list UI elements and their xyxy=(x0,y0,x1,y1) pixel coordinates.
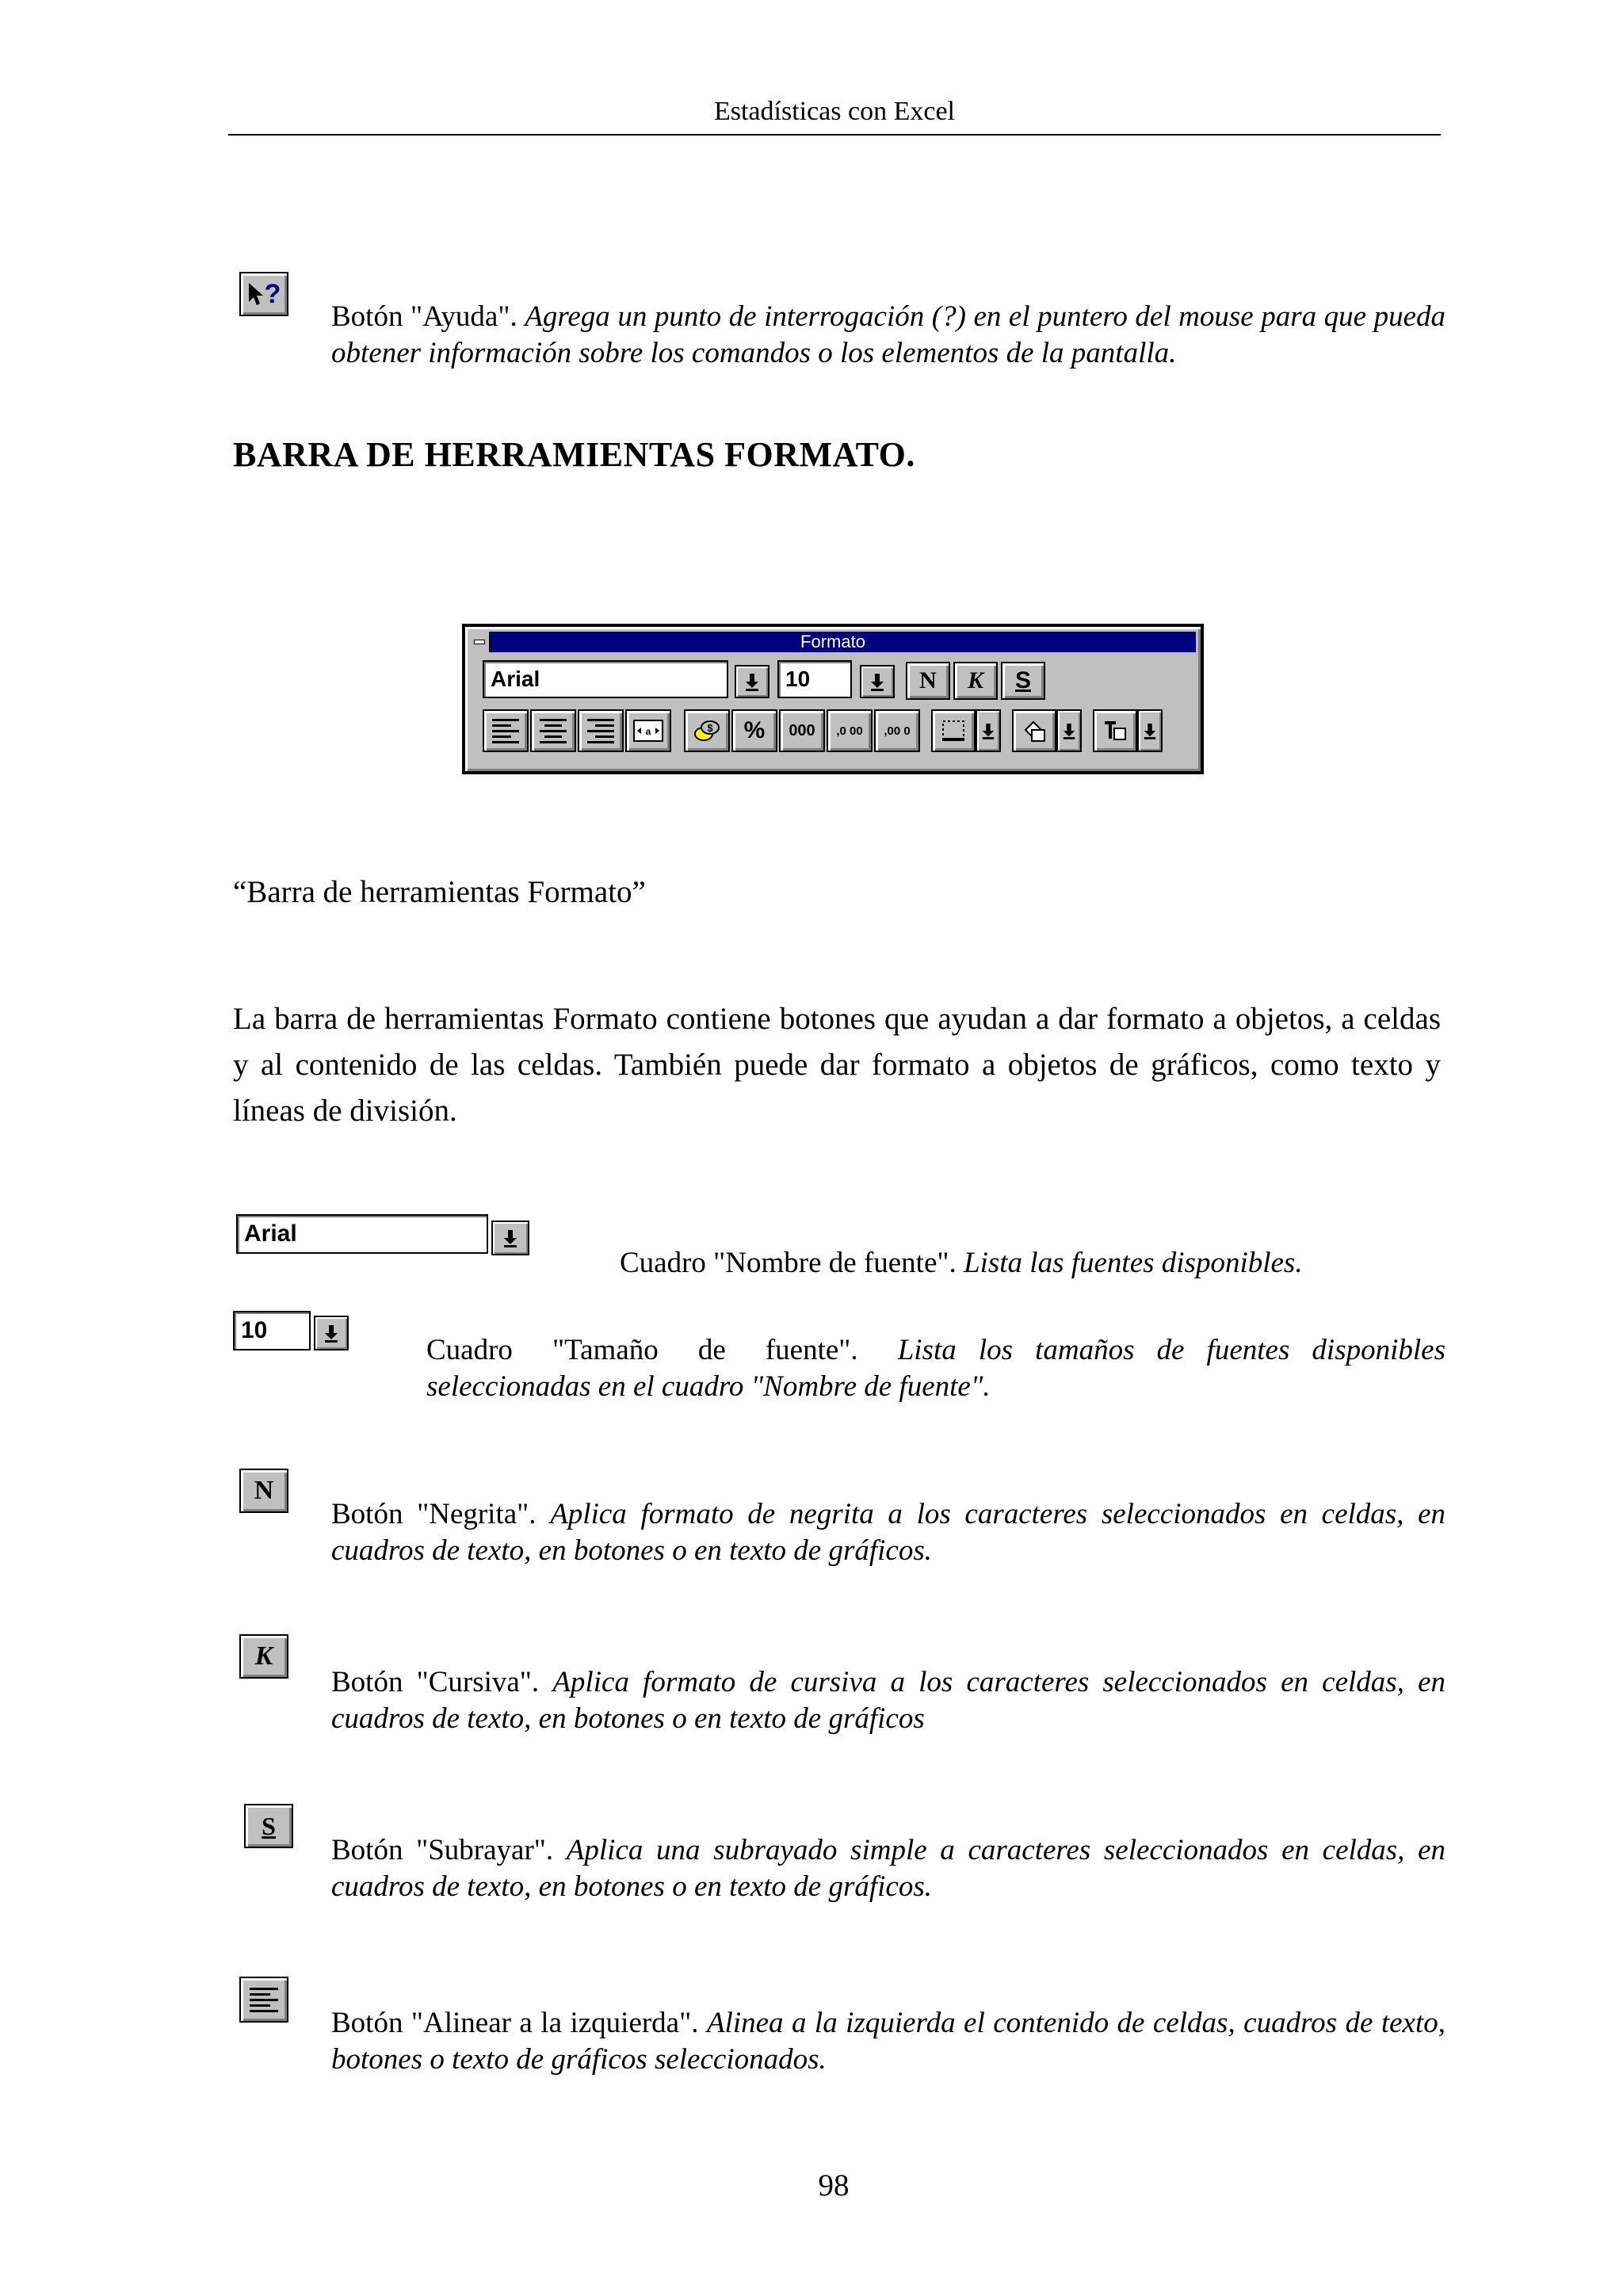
arrow-down-icon xyxy=(323,1324,339,1343)
font-size-desc: Lista los tamaños de fuentes disponibles seleccionadas en el cuadro "Nombre de fuente". xyxy=(426,1334,1445,1403)
help-button-icon xyxy=(239,272,288,316)
font-size-description xyxy=(426,1332,1445,1405)
center-across-icon xyxy=(632,719,664,743)
underline-desc: Aplica una subrayado simple a caracteres seleccionados en celdas, en cuadros de texto, en botones o en texto de gráficos. xyxy=(331,1834,1446,1903)
bold-description xyxy=(331,1496,1445,1569)
help-label: Botón "Ayuda". xyxy=(331,300,517,333)
font-size-dropdown-button[interactable] xyxy=(860,665,895,698)
align-left-button[interactable] xyxy=(483,709,529,752)
decrease-decimal-glyph: ,00 0 xyxy=(884,724,911,738)
align-left-label: Botón "Alinear a la izquierda". xyxy=(331,2007,699,2039)
currency-style-button[interactable] xyxy=(684,709,730,752)
font-name-desc: Lista las fuentes disponibles. xyxy=(964,1247,1303,1279)
align-left-button-icon xyxy=(239,1977,288,2023)
paint-bucket-icon xyxy=(1021,719,1048,743)
underline-button-icon: S xyxy=(244,1804,293,1848)
align-center-button[interactable] xyxy=(530,709,576,752)
font-name-sample-dropdown xyxy=(491,1221,529,1255)
font-size-sample-dropdown xyxy=(314,1316,349,1350)
increase-decimal-glyph: ,0 00 xyxy=(836,724,863,738)
align-left-icon xyxy=(492,719,519,743)
pointer-icon xyxy=(247,281,266,307)
intro-paragraph: La barra de herramientas Formato contiene botones que ayudan a dar formato a objetos, a celdas y al contenido de las celdas. También puede dar formato a objetos de gráficos, como texto y líneas de división. xyxy=(233,1002,1441,1128)
borders-button[interactable] xyxy=(931,709,976,752)
font-name-dropdown-button[interactable] xyxy=(735,665,769,698)
font-color-button[interactable] xyxy=(1093,709,1137,752)
borders-dropdown-button[interactable] xyxy=(976,709,1001,752)
align-right-button[interactable] xyxy=(578,709,624,752)
page-number: 98 xyxy=(818,2168,850,2202)
toolbar-title: Formato xyxy=(800,632,865,651)
question-mark-glyph: ? xyxy=(264,278,281,309)
align-left-desc: Alinea a la izquierda el contenido de celdas, cuadros de texto, botones o texto de gráficos seleccionados. xyxy=(331,2007,1446,2076)
font-name-description xyxy=(620,1245,1491,1282)
svg-text:a: a xyxy=(645,726,651,737)
center-across-columns-button[interactable] xyxy=(625,709,671,752)
font-size-sample-input: 10 xyxy=(233,1311,311,1350)
figure-caption: “Barra de herramientas Formato” xyxy=(233,875,646,909)
bold-label: Botón "Negrita". xyxy=(331,1498,537,1530)
italic-description xyxy=(331,1664,1445,1737)
section-title: BARRA DE HERRAMIENTAS FORMATO. xyxy=(233,435,915,474)
arrow-down-icon xyxy=(981,721,995,740)
help-description xyxy=(331,299,1445,372)
font-name-input[interactable]: Arial xyxy=(483,660,728,698)
fill-color-dropdown-button[interactable] xyxy=(1056,709,1082,752)
percent-style-button[interactable]: % xyxy=(731,709,777,752)
borders-icon xyxy=(941,719,966,743)
align-right-icon xyxy=(587,719,614,743)
underline-description xyxy=(331,1832,1445,1905)
align-left-description xyxy=(331,2005,1445,2078)
italic-label: Botón "Cursiva". xyxy=(331,1666,540,1698)
underline-label: Botón "Subrayar". xyxy=(331,1834,554,1866)
underline-button[interactable]: S xyxy=(1001,662,1045,700)
align-left-icon xyxy=(250,1988,278,2012)
page-header: Estadísticas con Excel xyxy=(713,97,955,126)
system-menu-icon[interactable] xyxy=(470,632,491,652)
arrow-down-icon xyxy=(1062,721,1076,740)
text-color-icon xyxy=(1102,719,1128,743)
align-center-icon xyxy=(540,719,567,743)
header-rule xyxy=(228,134,1441,136)
font-size-input[interactable]: 10 xyxy=(777,660,852,698)
comma-style-button[interactable]: 000 xyxy=(779,709,825,752)
font-name-sample-input: Arial xyxy=(236,1214,488,1254)
font-color-dropdown-button[interactable] xyxy=(1137,709,1163,752)
increase-decimal-button[interactable] xyxy=(827,709,873,752)
font-name-label: Cuadro "Nombre de fuente". xyxy=(620,1247,957,1279)
coins-icon xyxy=(693,718,721,743)
italic-button-icon: K xyxy=(239,1634,288,1679)
decrease-decimal-button[interactable] xyxy=(874,709,920,752)
arrow-down-icon xyxy=(502,1228,518,1247)
bold-button-icon: N xyxy=(239,1469,288,1513)
bold-desc: Aplica formato de negrita a los caracteres seleccionados en celdas, en cuadros de texto, en botones o en texto de gráficos. xyxy=(331,1498,1446,1567)
font-size-label: Cuadro "Tamaño de fuente". xyxy=(426,1334,858,1366)
italic-desc: Aplica formato de cursiva a los caracteres seleccionados en celdas, en cuadros de texto, en botones o en texto de gráficos xyxy=(331,1666,1446,1735)
help-desc: Agrega un punto de interrogación (?) en el puntero del mouse para que pueda obtener información sobre los comandos o los elementos de la pantalla. xyxy=(331,300,1446,369)
formato-toolbar xyxy=(462,624,1204,774)
arrow-down-icon xyxy=(1143,721,1157,740)
arrow-down-icon xyxy=(744,672,760,691)
fill-color-button[interactable] xyxy=(1012,709,1056,752)
bold-button[interactable]: N xyxy=(906,662,950,700)
svg-text:$: $ xyxy=(707,722,713,734)
toolbar-titlebar xyxy=(470,632,1196,652)
arrow-down-icon xyxy=(869,672,885,691)
italic-button[interactable]: K xyxy=(953,662,998,700)
